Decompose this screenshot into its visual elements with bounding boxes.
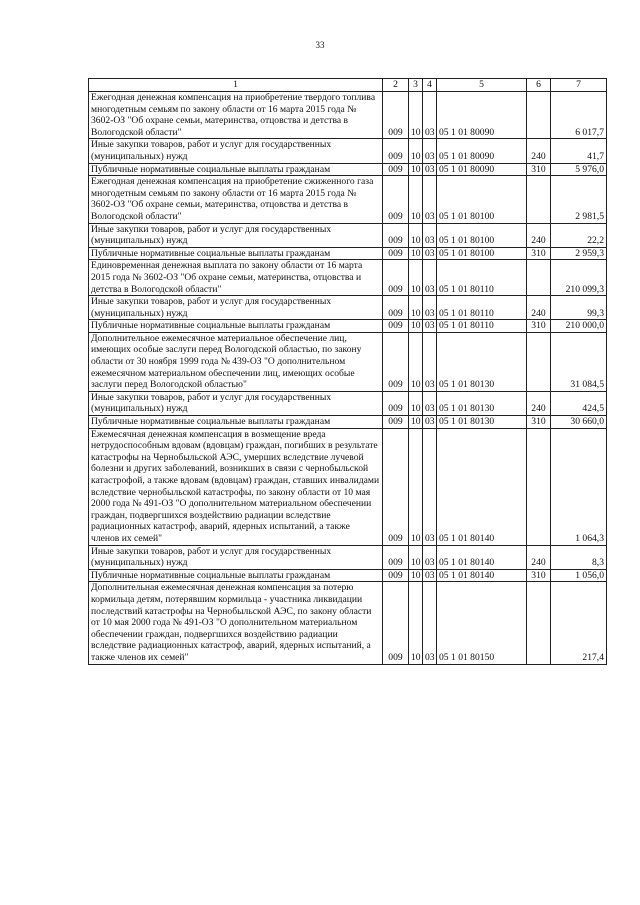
subsection-code: 03 <box>423 428 437 545</box>
table-row <box>89 545 607 569</box>
target-article-code: 05 1 01 80090 <box>437 163 527 176</box>
subsection-code: 03 <box>423 260 437 296</box>
table-row <box>89 320 607 333</box>
subsection-code: 03 <box>423 320 437 333</box>
target-article-code: 05 1 01 80110 <box>437 260 527 296</box>
section-code: 10 <box>409 391 423 415</box>
grbs-code: 009 <box>383 176 409 223</box>
expense-type-code: 240 <box>527 545 551 569</box>
row-name: Ежегодная денежная компенсация на приобретение сжиженного газа многодетным семьям по закону области от 16 марта 2015 года № 3602-ОЗ "Об охране семьи, материнства, отцовства и детства в Вологодской области" <box>89 176 383 223</box>
target-article-code: 05 1 01 80100 <box>437 223 527 247</box>
amount: 8,3 <box>551 545 607 569</box>
section-code: 10 <box>409 428 423 545</box>
amount: 2 959,3 <box>551 247 607 260</box>
target-article-code: 05 1 01 80150 <box>437 582 527 664</box>
amount: 210 099,3 <box>551 260 607 296</box>
expense-type-code <box>527 428 551 545</box>
table-row <box>89 391 607 415</box>
amount: 22,2 <box>551 223 607 247</box>
budget-table <box>88 78 607 665</box>
expense-type-code: 310 <box>527 163 551 176</box>
column-header: 7 <box>551 79 607 92</box>
table-row <box>89 428 607 545</box>
expense-type-code: 310 <box>527 320 551 333</box>
row-name: Публичные нормативные социальные выплаты гражданам <box>89 247 383 260</box>
column-header: 6 <box>527 79 551 92</box>
subsection-code: 03 <box>423 223 437 247</box>
expense-type-code <box>527 582 551 664</box>
amount: 41,7 <box>551 139 607 163</box>
subsection-code: 03 <box>423 391 437 415</box>
section-code: 10 <box>409 247 423 260</box>
amount: 30 660,0 <box>551 416 607 429</box>
expense-type-code <box>527 92 551 139</box>
subsection-code: 03 <box>423 545 437 569</box>
target-article-code: 05 1 01 80110 <box>437 296 527 320</box>
row-name: Дополнительное ежемесячное материальное обеспечение лиц, имеющих особые заслуги перед Вологодской областью, по закону области от 30 ноября 1999 года № 439-ОЗ "О дополнительном ежемесячном материальном обеспечении лиц, имеющих особые заслуги перед Вологодской областью" <box>89 332 383 391</box>
table-row <box>89 569 607 582</box>
amount: 6 017,7 <box>551 92 607 139</box>
target-article-code: 05 1 01 80090 <box>437 139 527 163</box>
table-row <box>89 92 607 139</box>
subsection-code: 03 <box>423 176 437 223</box>
section-code: 10 <box>409 139 423 163</box>
row-name: Публичные нормативные социальные выплаты гражданам <box>89 416 383 429</box>
amount: 424,5 <box>551 391 607 415</box>
row-name: Ежегодная денежная компенсация на приобретение твердого топлива многодетным семьям по закону области от 16 марта 2015 года № 3602-ОЗ "Об охране семьи, материнства, отцовства и детства в Вологодской области" <box>89 92 383 139</box>
expense-type-code <box>527 332 551 391</box>
expense-type-code: 310 <box>527 416 551 429</box>
section-code: 10 <box>409 260 423 296</box>
column-header: 5 <box>437 79 527 92</box>
amount: 31 084,5 <box>551 332 607 391</box>
expense-type-code <box>527 260 551 296</box>
grbs-code: 009 <box>383 163 409 176</box>
section-code: 10 <box>409 223 423 247</box>
table-row <box>89 223 607 247</box>
target-article-code: 05 1 01 80140 <box>437 569 527 582</box>
row-name: Единовременная денежная выплата по закону области от 16 марта 2015 года № 3602-ОЗ "Об охране семьи, материнства, отцовства и детства в Вологодской области" <box>89 260 383 296</box>
subsection-code: 03 <box>423 582 437 664</box>
target-article-code: 05 1 01 80130 <box>437 332 527 391</box>
grbs-code: 009 <box>383 296 409 320</box>
table-body <box>89 92 607 665</box>
section-code: 10 <box>409 296 423 320</box>
section-code: 10 <box>409 545 423 569</box>
column-header: 1 <box>89 79 383 92</box>
grbs-code: 009 <box>383 139 409 163</box>
table-row <box>89 247 607 260</box>
grbs-code: 009 <box>383 332 409 391</box>
amount: 210 000,0 <box>551 320 607 333</box>
column-header: 4 <box>423 79 437 92</box>
row-name: Дополнительная ежемесячная денежная компенсация за потерю кормильца детям, потерявшим кормильца - участника ликвидации последствий катастрофы на Чернобыльской АЭС, по закону области от 10 мая 2000 года № 491-ОЗ "О дополнительном материальном обеспечении граждан, подвергшихся воздействию радиации вследствие радиационных катастроф, аварий, ядерных испытаний, а также членов их семей" <box>89 582 383 664</box>
section-code: 10 <box>409 416 423 429</box>
subsection-code: 03 <box>423 139 437 163</box>
amount: 1 064,3 <box>551 428 607 545</box>
amount: 217,4 <box>551 582 607 664</box>
grbs-code: 009 <box>383 582 409 664</box>
section-code: 10 <box>409 320 423 333</box>
page-number: 33 <box>315 40 325 50</box>
table-row <box>89 139 607 163</box>
section-code: 10 <box>409 332 423 391</box>
table-row <box>89 260 607 296</box>
table-row <box>89 416 607 429</box>
grbs-code: 009 <box>383 416 409 429</box>
subsection-code: 03 <box>423 332 437 391</box>
table-row <box>89 582 607 664</box>
target-article-code: 05 1 01 80140 <box>437 428 527 545</box>
expense-type-code: 310 <box>527 569 551 582</box>
table-header-row <box>89 79 607 92</box>
grbs-code: 009 <box>383 391 409 415</box>
expense-type-code: 240 <box>527 296 551 320</box>
amount: 2 981,5 <box>551 176 607 223</box>
grbs-code: 009 <box>383 428 409 545</box>
section-code: 10 <box>409 569 423 582</box>
table-row <box>89 332 607 391</box>
subsection-code: 03 <box>423 416 437 429</box>
target-article-code: 05 1 01 80140 <box>437 545 527 569</box>
expense-type-code: 240 <box>527 391 551 415</box>
target-article-code: 05 1 01 80100 <box>437 247 527 260</box>
subsection-code: 03 <box>423 569 437 582</box>
row-name: Публичные нормативные социальные выплаты гражданам <box>89 163 383 176</box>
section-code: 10 <box>409 163 423 176</box>
target-article-code: 05 1 01 80100 <box>437 176 527 223</box>
grbs-code: 009 <box>383 247 409 260</box>
subsection-code: 03 <box>423 247 437 260</box>
column-header: 3 <box>409 79 423 92</box>
grbs-code: 009 <box>383 223 409 247</box>
row-name: Иные закупки товаров, работ и услуг для государственных (муниципальных) нужд <box>89 296 383 320</box>
amount: 5 976,0 <box>551 163 607 176</box>
column-header: 2 <box>383 79 409 92</box>
section-code: 10 <box>409 92 423 139</box>
row-name: Иные закупки товаров, работ и услуг для государственных (муниципальных) нужд <box>89 223 383 247</box>
target-article-code: 05 1 01 80130 <box>437 391 527 415</box>
section-code: 10 <box>409 176 423 223</box>
grbs-code: 009 <box>383 92 409 139</box>
grbs-code: 009 <box>383 320 409 333</box>
expense-type-code: 240 <box>527 139 551 163</box>
target-article-code: 05 1 01 80110 <box>437 320 527 333</box>
target-article-code: 05 1 01 80090 <box>437 92 527 139</box>
section-code: 10 <box>409 582 423 664</box>
row-name: Иные закупки товаров, работ и услуг для государственных (муниципальных) нужд <box>89 139 383 163</box>
row-name: Иные закупки товаров, работ и услуг для государственных (муниципальных) нужд <box>89 545 383 569</box>
amount: 1 056,0 <box>551 569 607 582</box>
expense-type-code: 310 <box>527 247 551 260</box>
table-row <box>89 163 607 176</box>
grbs-code: 009 <box>383 569 409 582</box>
expense-type-code: 240 <box>527 223 551 247</box>
subsection-code: 03 <box>423 92 437 139</box>
grbs-code: 009 <box>383 545 409 569</box>
row-name: Иные закупки товаров, работ и услуг для государственных (муниципальных) нужд <box>89 391 383 415</box>
expense-type-code <box>527 176 551 223</box>
target-article-code: 05 1 01 80130 <box>437 416 527 429</box>
table-row <box>89 296 607 320</box>
row-name: Публичные нормативные социальные выплаты гражданам <box>89 320 383 333</box>
table-row <box>89 176 607 223</box>
amount: 99,3 <box>551 296 607 320</box>
row-name: Ежемесячная денежная компенсация в возмещение вреда нетрудоспособным вдовам (вдовцам) граждан, погибших в результате катастрофы на Чернобыльской АЭС, умерших вследствие лучевой болезни и других заболеваний, возникших в связи с чернобыльской катастрофой, а также вдовам (вдовцам) граждан, ставших инвалидами вследствие чернобыльской катастрофы, по закону области от 10 мая 2000 года № 491-ОЗ "О дополнительном материальном обеспечении граждан, подвергшихся воздействию радиации вследствие радиационных катастроф, аварий, ядерных испытаний, а также членов их семей" <box>89 428 383 545</box>
subsection-code: 03 <box>423 296 437 320</box>
subsection-code: 03 <box>423 163 437 176</box>
row-name: Публичные нормативные социальные выплаты гражданам <box>89 569 383 582</box>
grbs-code: 009 <box>383 260 409 296</box>
